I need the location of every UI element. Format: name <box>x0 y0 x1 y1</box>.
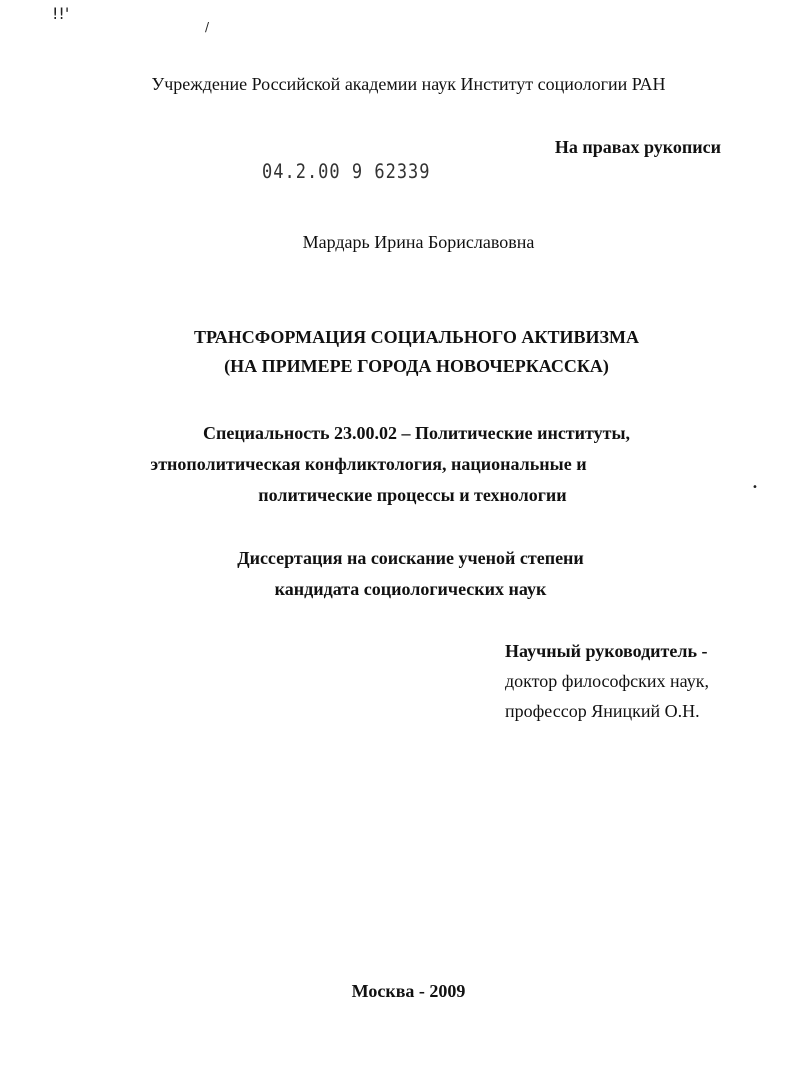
specialty-line: политические процессы и технологии <box>258 485 567 505</box>
author-name: Мардарь Ирина Бориславовна <box>302 232 535 252</box>
specialty-line: этнополитическая конфликтология, национальные и <box>150 454 587 474</box>
manuscript-rights: На правах рукописи <box>554 137 721 157</box>
institution-name: Учреждение Российской академии наук Институт социологии РАН <box>151 74 666 94</box>
scan-mark: • <box>752 482 758 493</box>
supervisor-block <box>505 636 709 726</box>
supervisor-name: профессор Яницкий О.Н. <box>505 701 700 721</box>
supervisor-heading: Научный руководитель - <box>505 641 708 661</box>
degree-line: Диссертация на соискание ученой степени <box>237 548 584 568</box>
dissertation-title <box>20 323 793 381</box>
specialty <box>20 418 793 511</box>
degree-statement <box>14 543 793 605</box>
degree-line: кандидата социологических наук <box>274 579 547 599</box>
scan-mark: !!' <box>52 4 70 23</box>
registration-stamp: 04.2.00 9 62339 <box>262 160 431 184</box>
supervisor-degree: доктор философских наук, <box>505 671 709 691</box>
title-line: ТРАНСФОРМАЦИЯ СОЦИАЛЬНОГО АКТИВИЗМА <box>194 327 639 347</box>
specialty-line: Специальность 23.00.02 – Политические институты, <box>202 423 631 443</box>
city-year: Москва - 2009 <box>351 981 466 1001</box>
scan-mark: / <box>205 20 210 34</box>
title-line: (НА ПРИМЕРЕ ГОРОДА НОВОЧЕРКАССКА) <box>224 356 609 376</box>
